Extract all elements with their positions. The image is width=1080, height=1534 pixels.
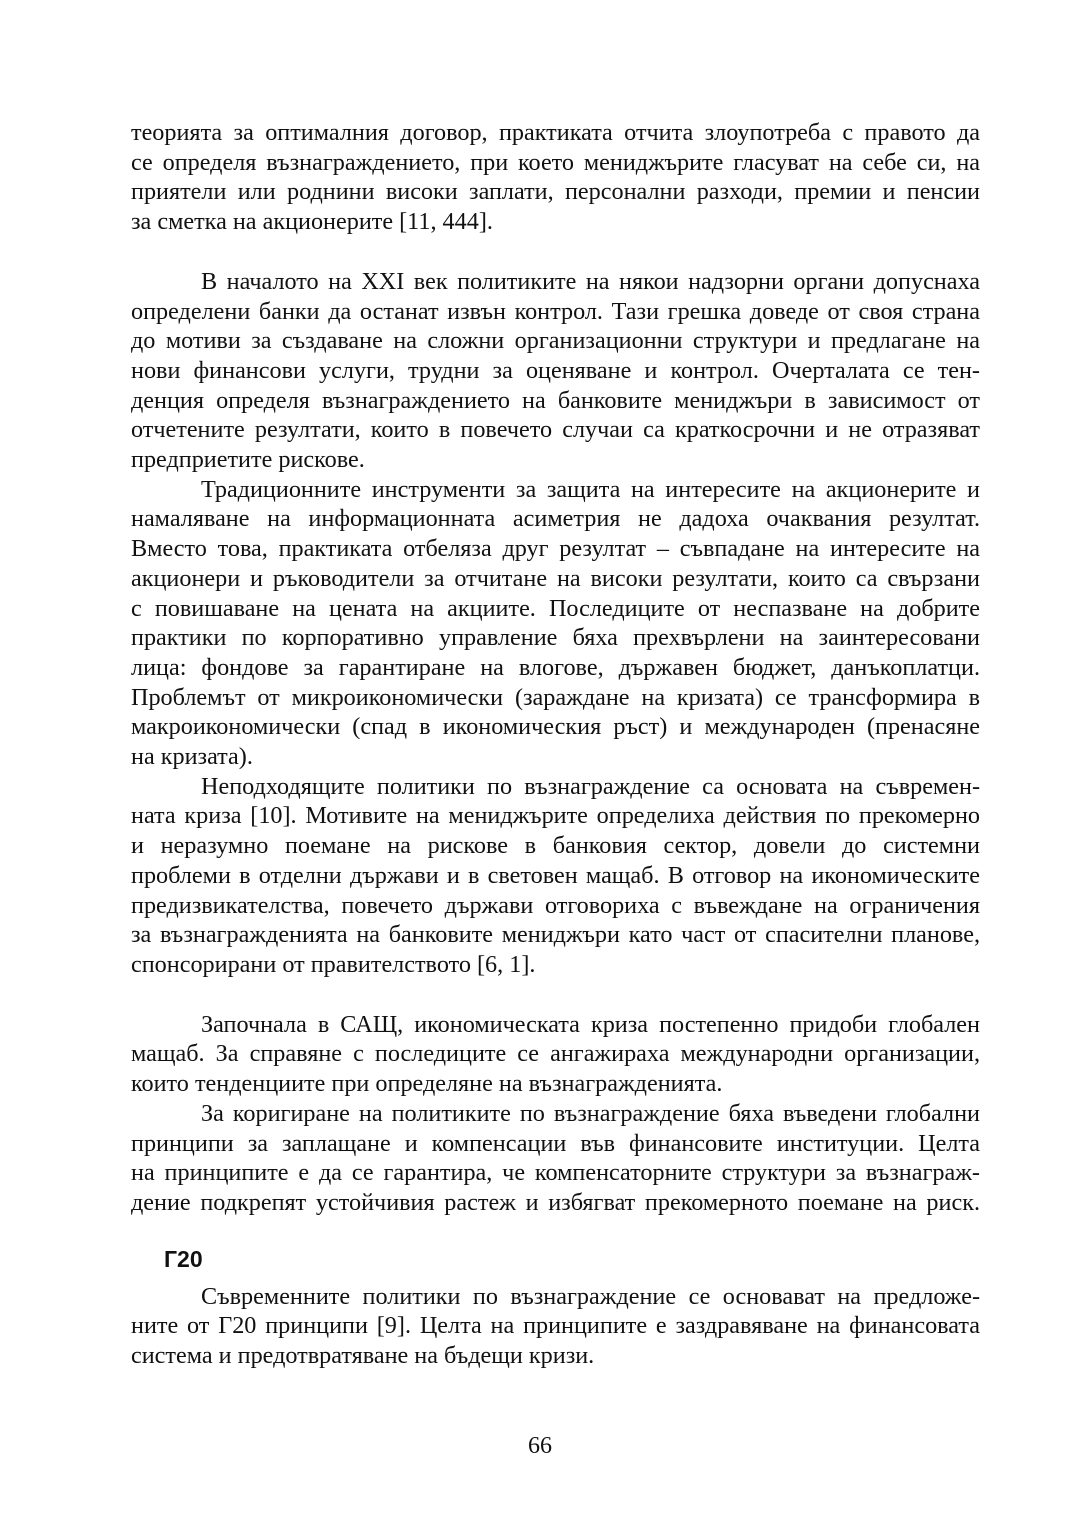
page-number: 66 <box>528 1433 552 1459</box>
text-line: практики по корпоративно управление бяха прехвърлени на заинтересовани <box>131 624 980 652</box>
text-line: Започнала в САЩ, икономическата криза постепенно придоби глобален <box>201 1010 980 1038</box>
text-line: отчетените резултати, които в повечето случаи са краткосрочни и не отразяват <box>131 416 980 444</box>
text-line: акционери и ръководители за отчитане на високи резултати, които са свързани <box>131 564 980 592</box>
text-line: ната криза [10]. Мотивите на мениджърите определиха действия по прекомерно <box>131 802 980 830</box>
text-line: на кризата). <box>131 743 253 771</box>
text-line: на принципите е да се гарантира, че компенсаторните структури за възнаграж- <box>131 1159 980 1187</box>
text-line: и неразумно поемане на рискове в банковия сектор, довели до системни <box>131 832 980 860</box>
text-line: проблеми в отделни държави и в световен мащаб. В отговор на икономическите <box>131 861 980 889</box>
text-line: система и предотвратяване на бъдещи кризи. <box>131 1342 595 1370</box>
text-line: мащаб. За справяне с последиците се ангажираха международни организации, <box>131 1040 980 1068</box>
text-line: ните от Г20 принципи [9]. Целта на принципите е заздравяване на финансовата <box>131 1312 980 1340</box>
text-line: се определя възнаграждението, при което мениджърите гласуват на себе си, на <box>131 148 980 176</box>
paragraph-4 <box>131 772 980 980</box>
text-line: В началото на XXI век политиките на някои надзорни органи допуснаха <box>201 267 980 295</box>
text-line: Вместо това, практиката отбеляза друг резултат – съвпадане на интересите на <box>131 535 980 563</box>
section-heading: Г20 <box>164 1245 203 1272</box>
text-line: дение подкрепят устойчивия растеж и избягват прекомерното поемане на риск. <box>131 1188 980 1216</box>
text-line: денция определя възнаграждението на банковите мениджъри в зависимост от <box>131 386 980 414</box>
text-line: Традиционните инструменти за защита на интересите на акционерите и <box>201 475 980 503</box>
text-line: Съвременните политики по възнаграждение се основават на предложе- <box>201 1282 980 1310</box>
text-line: с повишаване на цената на акциите. Последиците от неспазване на добрите <box>131 594 980 622</box>
paragraph-2 <box>131 267 980 475</box>
text-line: за възнагражденията на банковите мениджъри като част от спасителни планове, <box>131 921 980 949</box>
text-line: определени банки да останат извън контрол. Тази грешка доведе от своя страна <box>131 297 980 325</box>
paragraph-6 <box>131 1099 980 1218</box>
text-line: лица: фондове за гарантиране на влогове, държавен бюджет, данъкоплатци. <box>131 653 980 681</box>
text-line: спонсорирани от правителството [6, 1]. <box>131 950 536 978</box>
text-line: нови финансови услуги, трудни за оценяване и контрол. Очерталата се тен- <box>131 356 980 384</box>
page-body <box>131 118 980 1371</box>
text-line: принципи за заплащане и компенсации във финансовите институции. Целта <box>131 1129 980 1157</box>
text-line: приятели или роднини високи заплати, персонални разходи, премии и пенсии <box>131 178 980 206</box>
text-line: предизвикателства, повечето държави отговориха с въвеждане на ограничения <box>131 891 980 919</box>
text-line: теорията за оптималния договор, практиката отчита злоупотреба с правото да <box>131 119 980 146</box>
text-line: които тенденциите при определяне на възнагражденията. <box>131 1070 723 1098</box>
paragraph-1 <box>131 118 980 237</box>
paragraph-7 <box>131 1282 980 1371</box>
text-line: Проблемът от микроикономически (зараждане на кризата) се трансформира в <box>131 683 980 711</box>
paragraph-5 <box>131 1010 980 1099</box>
text-line: макроикономически (спад в икономическия ръст) и международен (пренасяне <box>131 713 980 741</box>
text-line: Неподходящите политики по възнаграждение са основата на съвремен- <box>201 772 980 800</box>
paragraph-3 <box>131 475 980 772</box>
text-line: намаляване на информационната асиметрия не дадоха очаквания резултат. <box>131 505 980 533</box>
text-line: предприетите рискове. <box>131 446 365 474</box>
text-line: за сметка на акционерите [11, 444]. <box>131 208 493 236</box>
text-line: до мотиви за създаване на сложни организационни структури и предлагане на <box>131 327 980 355</box>
text-line: За коригиране на политиките по възнаграждение бяха въведени глобални <box>201 1099 980 1127</box>
